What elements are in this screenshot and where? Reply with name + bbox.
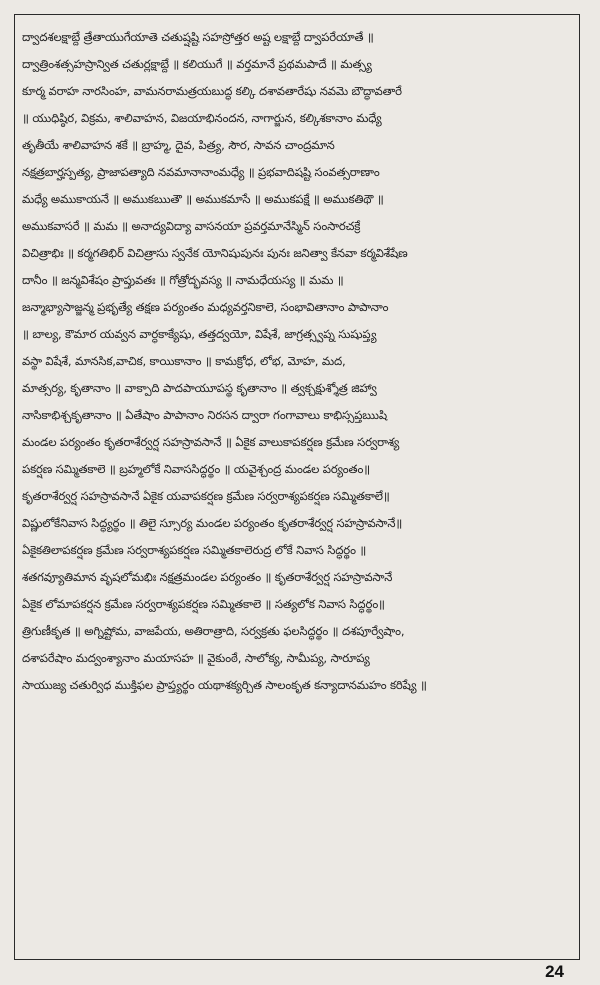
text-line: త్రిగుణీకృత ॥ అగ్నిష్టోమ, వాజపేయ, అతిరాత్రాది, సర్వక్రతు ఫలసిద్ధర్థం ॥ దశపూర్వేషాం, — [22, 624, 405, 638]
text-line: మండల పర్యంతం కృతరాశేర్వర్ష సహస్రావసానే ॥ ఏకైక వాలుకాపకర్షణ క్రమేణ సర్వరాశ్య — [22, 435, 400, 449]
text-line: విచిత్రాభిః ॥ కర్మగతిభిర్ విచిత్రాసు స్వనేక యోనిషుపునః పునః జనిత్వా కేనవా కర్మవిశేషేణ — [22, 246, 408, 260]
text-line: తృతీయే శాలివాహన శకే ॥ బ్రాహ్మ, దైవ, పిత్ర్య, సౌర, సావన చాంద్రమాన — [22, 138, 335, 152]
text-line: ఏకైకతిలాపకర్షణ క్రమేణ సర్వరాశ్యపకర్షణ సమ్మితకాలెరుద్ర లోకే నివాస సిద్ధర్థం ॥ — [22, 543, 367, 557]
text-line: దానీం ॥ జన్మవిశేషం ప్రాప్తువతః ॥ గోత్రోద్భవస్య ॥ నామధేయస్య ॥ మమ ॥ — [22, 273, 344, 287]
text-line: ॥ యుధిష్ఠిర, విక్రమ, శాలివాహన, విజయాభినందన, నాగార్జున, కల్కిశకానాం మధ్యే — [22, 111, 382, 125]
text-line: మధ్యే అముకాయనే ॥ అముకఋతౌ ॥ అముకమాసే ॥ అముకపక్షే ॥ అముకతిథౌ ॥ — [22, 192, 384, 206]
text-line: కృతరాశేర్వర్ష సహస్రావసానే ఏకైక యవాపకర్షణ క్రమేణ సర్వరాశ్యపకర్షణ సమ్మితకాలే॥ — [22, 489, 390, 503]
text-line: ఏకైక లోమాపకర్షన క్రమేణ సర్వరాశ్యపకర్షణ సమ్మితకాలె ॥ సత్యలోక నివాస సిద్ధర్థం॥ — [22, 597, 385, 611]
page-number: 24 — [545, 962, 564, 981]
text-line: విష్ణులోకేనివాస సిద్ధ్యర్థం ॥ తిలై స్సూర్య మండల పర్యంతం కృతరాశేర్వర్ష సహస్రావసానే॥ — [22, 516, 403, 530]
text-line: సాయుజ్య చతుర్విధ ముక్తిఫల ప్రాప్త్యర్థం యథాశక్యర్చిత సాలంకృత కన్యాదానమహం కరిష్యే ॥ — [22, 678, 427, 692]
text-line: ॥ బాల్య, కౌమార యవ్వన వార్ధకాక్యేషు, తత్తద్వయో, విషేశే, జాగ్రత్స్వప్న సుషుప్త్య — [22, 327, 377, 341]
text-line: మాత్సర్య, కృతానాం ॥ వాక్పాది పాదపాయూపస్థ కృతానాం ॥ త్వక్చక్షుశ్శోత్ర జిహ్వా — [22, 381, 377, 395]
text-line: వస్థా విషేశే, మానసిక,వాచిక, కాయికానాం ॥ కామక్రోధ, లోభ, మోహ, మద, — [22, 354, 346, 368]
text-line: శతగవ్యూతిమాన వృషలోమభిః నక్షత్రమండల పర్యంతం ॥ కృతరాశేర్వర్ష సహస్రావసానే — [22, 570, 393, 584]
text-line: అముకవాసరే ॥ మమ ॥ అనాద్యవిద్యా వాసనయా ప్రవర్తమానేస్మిన్ సంసారచక్రే — [22, 219, 361, 233]
text-line: దశాపరేషాం మద్వంశ్యానాం మయాసహ ॥ వైకుంఠే, సాలోక్య, సామీప్య, సారూప్య — [22, 651, 370, 665]
text-line: నక్షత్రబార్హస్పత్య, ప్రాజాపత్యాది నవమానానాంమధ్యే ॥ ప్రభవాదిషష్టి సంవత్సరాణాం — [22, 165, 380, 179]
text-body — [22, 24, 576, 699]
text-line: నాసికాభిశ్చకృతానాం ॥ ఏతేషాం పాపానాం నిరసన ద్వారా గంగావాలు కాభిస్సప్తఋషి — [22, 408, 387, 422]
text-line: కూర్మ వరాహ నారసింహ, వామనరామత్రయబుద్ధ కల్కి దశావతారేషు నవమె బౌద్ధావతారే — [22, 84, 402, 98]
text-line: పకర్షణ సమ్మితకాలె ॥ బ్రహ్మలోకే నివాససిద్ధర్థం ॥ యవైశ్చంద్ర మండల పర్యంతం॥ — [22, 462, 371, 476]
text-line: ద్వాత్రింశత్సహస్రాన్విత చతుర్లక్షాబ్దే ॥ కలియుగే ॥ వర్తమానే ప్రథమపాదే ॥ మత్స్య — [22, 57, 372, 71]
text-line: జన్మాభ్యాసాజ్జన్మ ప్రభృత్యే తక్షణ పర్యంతం మధ్యవర్తనికాలె, సంభావితానాం పాపానాం — [22, 300, 389, 314]
text-line: ద్వాదశలక్షాబ్దే త్రేతాయుగేయాతె చతుష్షష్టి సహస్రోత్తర అష్ట లక్షాబ్దే ద్వాపరేయాతే ॥ — [22, 30, 374, 44]
